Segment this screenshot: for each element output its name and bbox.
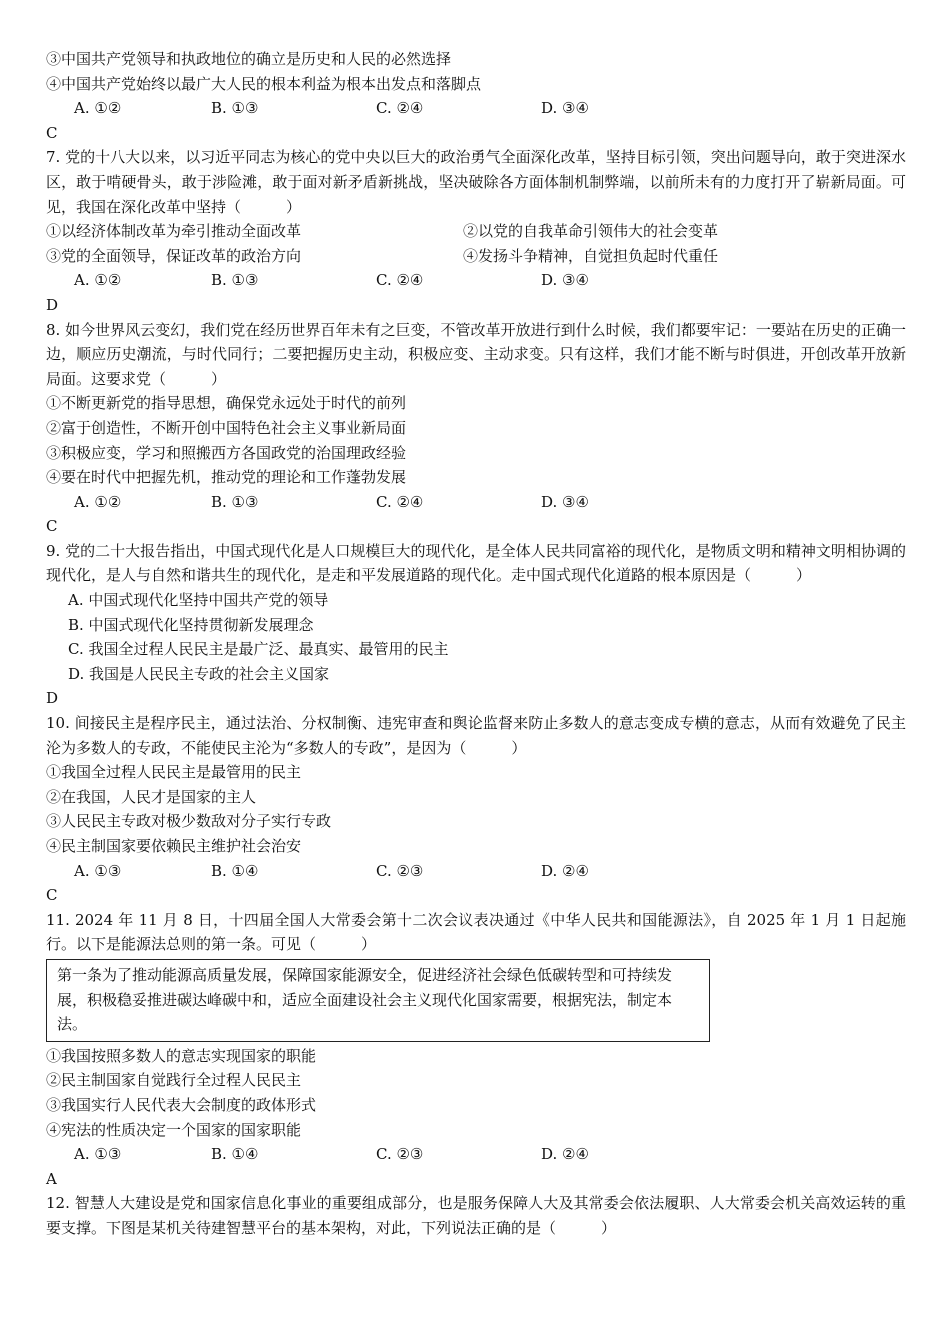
q10-option-d: D. ②④ (541, 861, 589, 880)
q8-answer: C (46, 517, 58, 536)
q9-answer: D (46, 689, 59, 708)
q8-option-d: D. ③④ (541, 492, 589, 511)
q7-statements-row-2 (46, 244, 906, 269)
q10-option-c: C. ②③ (376, 861, 424, 880)
q9-option-a: A. 中国式现代化坚持中国共产党的领导 (68, 591, 329, 610)
q11-options (46, 1142, 906, 1167)
q6-option-b: B. ①③ (211, 99, 259, 118)
q10-options (46, 859, 906, 884)
q6-statement-3: ③中国共产党领导和执政地位的确立是历史和人民的必然选择 (46, 50, 452, 68)
q6-statement-4: ④中国共产党始终以最广大人民的根本利益为根本出发点和落脚点 (46, 74, 482, 93)
q7-statement-2: ②以党的自我革命引领伟大的社会变革 (463, 222, 719, 241)
q11-option-b: B. ①④ (211, 1145, 259, 1164)
q11-option-d: D. ②④ (541, 1145, 589, 1164)
q10-option-a: A. ①③ (74, 861, 122, 880)
q8-stem: 8. 如今世界风云变幻，我们党在经历世界百年未有之巨变，不管改革开放进行到什么时候，我们都要牢记：一要站在历史的正确一边，顺应历史潮流，与时代同行；二要把握历史主动，积极应变、主动求变。只有这样，我们才能不断与时俱进，开创改革开放新局面。这要求党（ ） (46, 320, 906, 388)
q10-statement-4: ④民主制国家要依赖民主维护社会治安 (46, 837, 302, 855)
q10-option-b: B. ①④ (211, 861, 259, 880)
q7-stem: 7. 党的十八大以来，以习近平同志为核心的党中央以巨大的政治勇气全面深化改革，坚持目标引领，突出问题导向，敢于突进深水区，敢于啃硬骨头，敢于涉险滩，敢于面对新矛盾新挑战，坚决破除各方面体制机制弊端，以前所未有的力度打开了崭新局面。可见，我国在深化改革中坚持（ ） (46, 148, 906, 216)
q11-statement-4: ④宪法的性质决定一个国家的国家职能 (46, 1120, 302, 1139)
q9-stem: 9. 党的二十大报告指出，中国式现代化是人口规模巨大的现代化，是全体人民共同富裕的现代化，是物质文明和精神文明相协调的现代化，是人与自然和谐共生的现代化，是走和平发展道路的现代化。走中国式现代化道路的根本原因是（ ） (46, 541, 906, 585)
q10-statement-3: ③人民民主专政对极少数敌对分子实行专政 (46, 812, 332, 831)
q7-option-b: B. ①③ (211, 271, 259, 290)
q7-statement-1: ①以经济体制改革为牵引推动全面改革 (46, 222, 302, 241)
q8-option-c: C. ②④ (376, 492, 424, 511)
q11-stem: 11. 2024 年 11 月 8 日，十四届全国人大常委会第十二次会议表决通过《中华人民共和国能源法》，自 2025 年 1 月 1 日起施行。以下是能源法总则的第一条。可见（ ） (46, 910, 906, 954)
q11-statement-1: ①我国按照多数人的意志实现国家的职能 (46, 1046, 317, 1065)
q11-law-article-box: 第一条为了推动能源高质量发展，保障国家能源安全，促进经济社会绿色低碳转型和可持续发展，积极稳妥推进碳达峰碳中和，适应全面建设社会主义现代化国家需要，根据宪法，制定本法。 (46, 959, 710, 1042)
q6-option-a: A. ①② (74, 99, 122, 118)
q9-option-b: B. 中国式现代化坚持贯彻新发展理念 (68, 615, 314, 634)
q10-statement-2: ②在我国，人民才是国家的主人 (46, 787, 257, 806)
q7-statement-3: ③党的全面领导，保证改革的政治方向 (46, 246, 302, 265)
q6-option-c: C. ②④ (376, 99, 424, 118)
document-page (46, 47, 906, 1241)
q6-answer: C (46, 123, 58, 142)
q6-options (46, 96, 906, 121)
q12-stem: 12. 智慧人大建设是党和国家信息化事业的重要组成部分，也是服务保障人大及其常委会依法履职、人大常委会机关高效运转的重要支撑。下图是某机关待建智慧平台的基本架构，对此，下列说法正确的是（ ） (46, 1194, 906, 1237)
q11-option-c: C. ②③ (376, 1145, 424, 1164)
q10-statement-1: ①我国全过程人民民主是最管用的民主 (46, 763, 302, 782)
q11-statement-2: ②民主制国家自觉践行全过程人民民主 (46, 1071, 302, 1090)
q11-statement-3: ③我国实行人民代表大会制度的政体形式 (46, 1095, 317, 1114)
q9-option-d: D. 我国是人民民主专政的社会主义国家 (68, 664, 330, 683)
q9-option-c: C. 我国全过程人民民主是最广泛、最真实、最管用的民主 (68, 640, 449, 659)
q8-statement-2: ②富于创造性，不断开创中国特色社会主义事业新局面 (46, 418, 407, 437)
q7-statement-4: ④发扬斗争精神，自觉担负起时代重任 (463, 246, 719, 265)
q8-options (46, 490, 906, 515)
q8-statement-1: ①不断更新党的指导思想，确保党永远处于时代的前列 (46, 394, 407, 413)
q10-answer: C (46, 886, 58, 905)
q11-answer: A (46, 1169, 57, 1188)
q7-answer: D (46, 295, 59, 314)
q7-option-a: A. ①② (74, 271, 122, 290)
q8-option-b: B. ①③ (211, 492, 259, 511)
q8-statement-4: ④要在时代中把握先机，推动党的理论和工作蓬勃发展 (46, 468, 407, 487)
q8-option-a: A. ①② (74, 492, 122, 511)
q11-option-a: A. ①③ (74, 1145, 122, 1164)
q10-stem: 10. 间接民主是程序民主，通过法治、分权制衡、违宪审查和舆论监督来防止多数人的意志变成专横的意志，从而有效避免了民主沦为多数人的专政，不能使民主沦为“多数人的专政”，是因为（ ） (46, 714, 906, 757)
q7-option-d: D. ③④ (541, 271, 589, 290)
q8-statement-3: ③积极应变，学习和照搬西方各国政党的治国理政经验 (46, 443, 407, 462)
q7-option-c: C. ②④ (376, 271, 424, 290)
q7-statements-row-1 (46, 219, 906, 244)
q6-option-d: D. ③④ (541, 99, 589, 118)
q7-options (46, 268, 906, 293)
